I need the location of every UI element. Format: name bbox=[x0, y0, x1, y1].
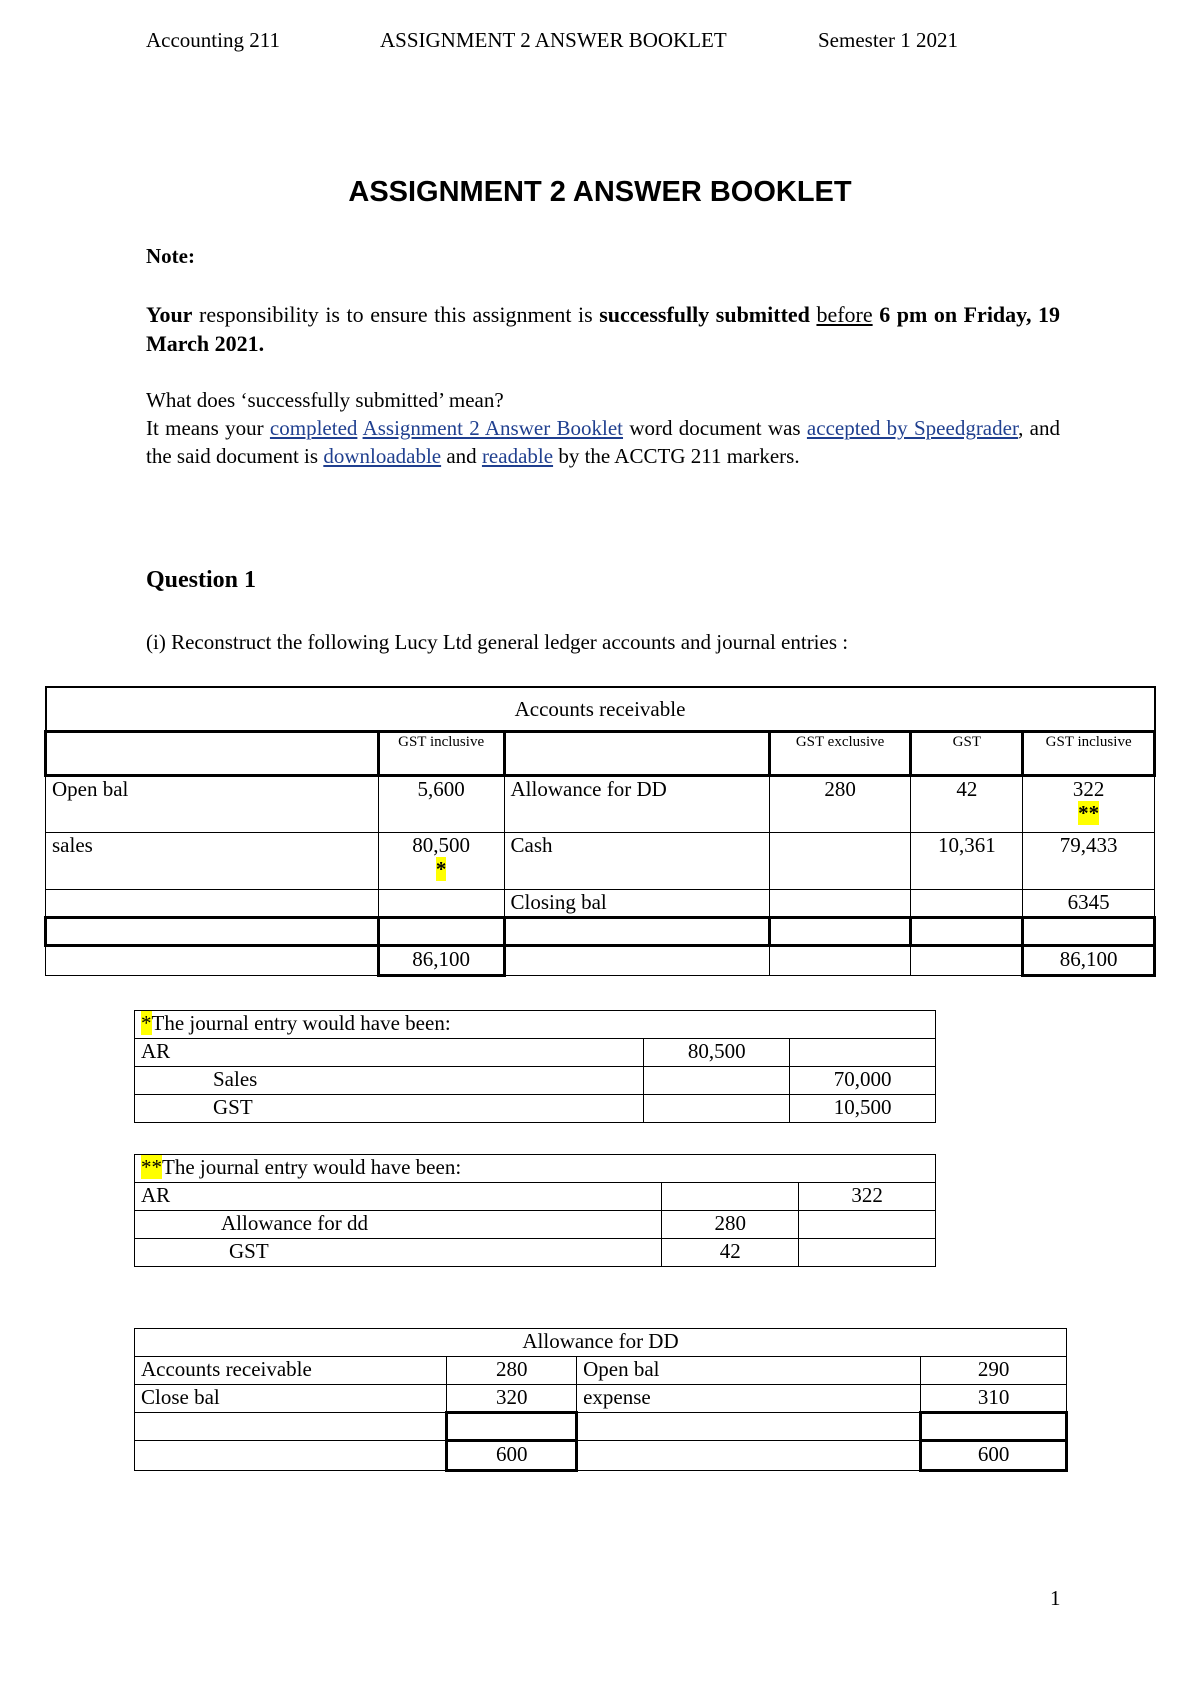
note-successfully-submitted: successfully submitted bbox=[599, 302, 810, 327]
allowance-total-right: 600 bbox=[921, 1441, 1067, 1471]
journal-entry-2-title bbox=[135, 1155, 936, 1183]
note-before: before bbox=[816, 302, 873, 327]
ar-total-left: 86,100 bbox=[378, 945, 504, 975]
ar-row-amount: 80,500 bbox=[412, 832, 470, 857]
journal-credit: 10,500 bbox=[790, 1095, 936, 1123]
table-row bbox=[46, 945, 1155, 975]
ar-row-label: Allowance for DD bbox=[504, 775, 769, 832]
question-1-instruction: (i) Reconstruct the following Lucy Ltd general ledger accounts and journal entries : bbox=[146, 630, 849, 654]
journal-account: Sales bbox=[135, 1067, 644, 1095]
ar-col-gst-inclusive: GST inclusive bbox=[378, 731, 504, 775]
journal-account: Allowance for dd bbox=[135, 1211, 662, 1239]
journal-credit bbox=[790, 1039, 936, 1067]
journal-credit bbox=[799, 1211, 936, 1239]
ar-col-gst: GST bbox=[911, 731, 1023, 775]
ar-col-gst-exclusive: GST exclusive bbox=[769, 731, 911, 775]
link-completed[interactable]: completed bbox=[269, 416, 358, 440]
double-asterisk-marker: ** bbox=[1078, 800, 1100, 825]
ar-row-gst: 10,361 bbox=[911, 832, 1023, 889]
table-row bbox=[46, 775, 1155, 832]
journal-debit bbox=[644, 1095, 790, 1123]
ar-total-right: 86,100 bbox=[1023, 945, 1155, 975]
ar-row-amount: 322 bbox=[1072, 776, 1105, 801]
allowance-for-dd-table bbox=[134, 1328, 1068, 1472]
table-row bbox=[135, 1357, 1067, 1385]
asterisk-marker: * bbox=[435, 856, 447, 881]
ar-row-gst-exclusive: 280 bbox=[769, 775, 911, 832]
link-downloadable[interactable]: downloadable bbox=[323, 444, 442, 468]
journal-entry-1-table bbox=[134, 1010, 936, 1123]
journal-entry-1-title bbox=[135, 1011, 936, 1039]
journal-debit: 80,500 bbox=[644, 1039, 790, 1067]
table-row bbox=[46, 832, 1155, 889]
ar-row-gst-inclusive bbox=[1023, 775, 1155, 832]
page-number: 1 bbox=[1050, 1586, 1061, 1610]
journal-account: GST bbox=[135, 1095, 644, 1123]
note-question: What does ‘successfully submitted’ mean? bbox=[146, 388, 504, 412]
table-row bbox=[135, 1385, 1067, 1413]
ar-row-amount bbox=[378, 889, 504, 917]
allowance-title: Allowance for DD bbox=[135, 1329, 1067, 1357]
table-row bbox=[46, 889, 1155, 917]
journal-debit bbox=[644, 1067, 790, 1095]
ar-col-gst-inclusive-right: GST inclusive bbox=[1023, 731, 1155, 775]
note-label: Note: bbox=[146, 244, 195, 268]
ar-row-gst: 42 bbox=[911, 775, 1023, 832]
question-1-heading: Question 1 bbox=[146, 567, 257, 593]
journal-entry-1-caption: The journal entry would have been: bbox=[151, 1011, 451, 1035]
journal-debit: 280 bbox=[662, 1211, 799, 1239]
journal-account: AR bbox=[135, 1039, 644, 1067]
journal-entry-2-table bbox=[134, 1154, 936, 1267]
allowance-row-label: Close bal bbox=[135, 1385, 447, 1413]
ar-row-gst-exclusive bbox=[769, 889, 911, 917]
journal-entry-2-caption: The journal entry would have been: bbox=[162, 1155, 462, 1179]
note-it-means: It means your bbox=[146, 416, 270, 440]
table-row bbox=[46, 917, 1155, 945]
note-by-markers: by the ACCTG 211 markers. bbox=[553, 444, 800, 468]
ar-row-gst-exclusive bbox=[769, 832, 911, 889]
ar-title: Accounts receivable bbox=[46, 687, 1155, 731]
ar-row-label: Cash bbox=[504, 832, 769, 889]
link-answer-booklet[interactable]: Assignment 2 Answer Booklet bbox=[362, 416, 624, 440]
ar-row-gst-inclusive bbox=[378, 832, 504, 889]
table-row bbox=[135, 1183, 936, 1211]
ar-row-label: Closing bal bbox=[504, 889, 769, 917]
ar-row-label: Open bal bbox=[46, 775, 379, 832]
ar-row-gst bbox=[911, 889, 1023, 917]
page-title: ASSIGNMENT 2 ANSWER BOOKLET bbox=[348, 176, 852, 208]
table-row bbox=[135, 1039, 936, 1067]
note-word-doc: word document was bbox=[623, 416, 807, 440]
allowance-row-amount: 280 bbox=[447, 1357, 577, 1385]
allowance-row-amount: 310 bbox=[921, 1385, 1067, 1413]
journal-account: AR bbox=[135, 1183, 662, 1211]
link-accepted-by-speedgrader[interactable]: accepted by Speedgrader bbox=[806, 416, 1019, 440]
journal-debit bbox=[662, 1183, 799, 1211]
double-asterisk-marker: ** bbox=[141, 1155, 162, 1179]
table-row bbox=[135, 1413, 1067, 1441]
ar-row-label bbox=[46, 889, 379, 917]
note-deadline: 6 pm on Friday, 19 March 2021. bbox=[146, 302, 1060, 356]
journal-credit bbox=[799, 1239, 936, 1267]
link-readable[interactable]: readable bbox=[481, 444, 554, 468]
journal-debit: 42 bbox=[662, 1239, 799, 1267]
table-row bbox=[135, 1067, 936, 1095]
note-your: Your bbox=[146, 302, 193, 327]
header-semester: Semester 1 2021 bbox=[818, 28, 958, 52]
ar-row-label: sales bbox=[46, 832, 379, 889]
note-explanation bbox=[146, 414, 1060, 470]
allowance-row-amount: 290 bbox=[921, 1357, 1067, 1385]
ar-row-gst-inclusive: 79,433 bbox=[1023, 832, 1155, 889]
ar-row-amount: 5,600 bbox=[378, 775, 504, 832]
allowance-row-amount: 320 bbox=[447, 1385, 577, 1413]
accounts-receivable-table bbox=[44, 686, 1156, 977]
table-row bbox=[135, 1095, 936, 1123]
header-course: Accounting 211 bbox=[146, 28, 280, 52]
ar-row-gst-inclusive: 6345 bbox=[1023, 889, 1155, 917]
note-and: and bbox=[441, 444, 482, 468]
table-row bbox=[135, 1239, 936, 1267]
journal-credit: 322 bbox=[799, 1183, 936, 1211]
note-paragraph bbox=[146, 300, 1060, 358]
header-document-title: ASSIGNMENT 2 ANSWER BOOKLET bbox=[380, 28, 727, 52]
allowance-row-label: expense bbox=[577, 1385, 921, 1413]
allowance-total-left: 600 bbox=[447, 1441, 577, 1471]
table-row bbox=[135, 1441, 1067, 1471]
allowance-row-label: Accounts receivable bbox=[135, 1357, 447, 1385]
table-row bbox=[135, 1211, 936, 1239]
note-and-said: , and the said document is bbox=[146, 416, 1060, 468]
journal-account: GST bbox=[135, 1239, 662, 1267]
note-text: responsibility is to ensure this assignment is bbox=[192, 302, 600, 327]
asterisk-marker: * bbox=[141, 1011, 152, 1035]
allowance-row-label: Open bal bbox=[577, 1357, 921, 1385]
journal-credit: 70,000 bbox=[790, 1067, 936, 1095]
